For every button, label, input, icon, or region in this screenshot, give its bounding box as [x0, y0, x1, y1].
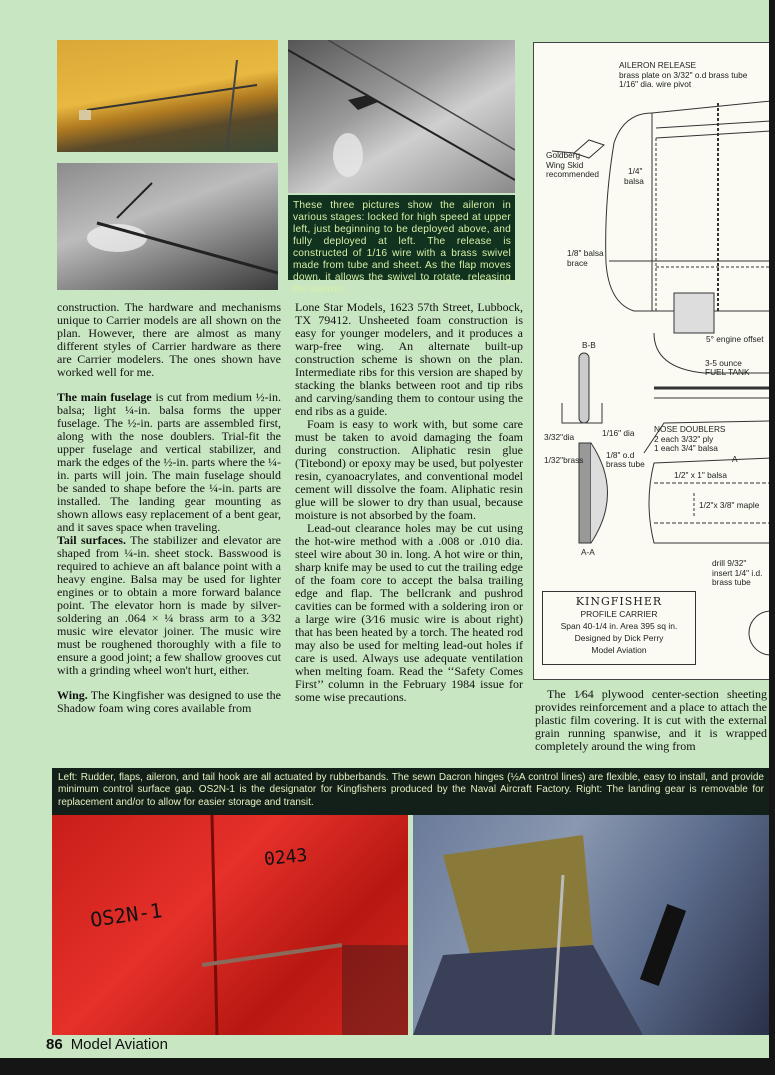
subhead-main-fuselage: The main fuselage: [57, 390, 152, 404]
label-18-od: 1/8" o.d: [606, 450, 635, 460]
label-maple: 1/2"x 3/8" maple: [699, 500, 760, 510]
plan-specs: Span 40-1/4 in. Area 395 sq in.: [560, 621, 678, 631]
label-aileron-release: AILERON RELEASE: [619, 60, 697, 70]
label-drill-3: brass tube: [712, 577, 751, 587]
label-drill-1: drill 9/32": [712, 558, 747, 568]
paragraph: Tail surfaces. The stabilizer and elevator are shaped from ¼-in. sheet stock. Basswood is required to achieve an aft balance point with a heavy engine. Balsa may be used for lighter engines or to obtain a more forward balance point. The elevator horn is made by silver-soldering an .064 × ¼ brass arm to a 3⁄32 music wire elevator joiner. The music wire must be roughened thoroughly with a file to ensure a good joint; a few shallow grooves cut with a grinding wheel won't hurt, either.: [57, 533, 281, 677]
article-column-3: [535, 688, 767, 753]
label-balsa: balsa: [624, 176, 644, 186]
plan-drawing: [533, 42, 770, 680]
paragraph: construction. The hardware and mechanisms unique to Carrier models are all shown on the plan. However, there are almost as many different styles of Carrier hardware as there are Carrier modelers. The ones shown have worked well for me.: [57, 300, 281, 379]
article-column-1: [57, 301, 281, 715]
photo-caption-top: These three pictures show the aileron in various stages: locked for high speed at upper left, just beginning to be deployed above, and fully deployed at left. The release is constructed of 1/16 wire with a brass swivel made from tube and sheet. As the flap moves down, it allows the swivel to rotate, releasing the aileron.: [288, 195, 515, 280]
scan-edge-right: [769, 0, 775, 1075]
label-quarter-inch: 1/4": [628, 166, 643, 176]
label-skid-1: Goldberg: [546, 150, 581, 160]
article-column-2: [295, 301, 523, 704]
plan-designer: Designed by Dick Perry: [574, 633, 664, 643]
photo-caption-bottom: Left: Rudder, flaps, aileron, and tail hook are all actuated by rubberbands. The sewn Dacron hinges (½A control lines) are flexible, easy to install, and provide minimum control surface gap. OS2N-1 is the designator for Kingfishers produced by the Naval Aircraft Factory. Right: The landing gear is removable for replacement and/or to allow for easier storage and transit.: [52, 768, 770, 815]
label-balsa-half-inch: 1/2" x 1" balsa: [674, 470, 727, 480]
label-engine-offset: 5° engine offset: [706, 334, 764, 344]
label-brass-plate: brass plate on 3/32" o.d brass tube: [619, 70, 748, 80]
landing-gear-illustration: [413, 815, 770, 1035]
label-drill-2: insert 1/4" i.d.: [712, 568, 763, 578]
page-footer: [46, 1036, 168, 1053]
photo-aileron-locked: [57, 40, 278, 152]
label-section-a: A: [732, 454, 738, 464]
plan-type: PROFILE CARRIER: [580, 609, 658, 619]
subhead-wing: Wing.: [57, 688, 88, 702]
magazine-name: Model Aviation: [70, 1036, 168, 1053]
label-nose-ply: 2 each 3/32" ply: [654, 434, 714, 444]
photo-aileron-deployed: [57, 163, 278, 290]
photo-rudder-red: [52, 815, 408, 1035]
label-332-dia: 3/32"dia: [544, 432, 575, 442]
number-marking: 0243: [263, 844, 309, 871]
label-nose-balsa: 1 each 3/4" balsa: [654, 443, 718, 453]
label-brass-tube: brass tube: [606, 459, 645, 469]
aileron-beginning-illustration: [288, 40, 515, 193]
label-brace-2: brace: [567, 258, 588, 268]
label-116-dia: 1/16" dia: [602, 428, 635, 438]
label-nose-doublers: NOSE DOUBLERS: [654, 424, 726, 434]
label-section-bb: B-B: [582, 340, 596, 350]
label-skid-2: Wing Skid: [546, 160, 584, 170]
aileron-hardware-illustration: [57, 40, 278, 152]
paragraph: Lone Star Models, 1623 57th Street, Lubbock, TX 79412. Unsheeted foam construction is easy for younger modelers, and it produces a warp-free wing. An alternate built-up construction scheme is shown on the plan. Intermediate ribs for this version are shaped by stacking the blanks between root and tip ribs and carving/sanding them to contour using the end ribs as a guide.: [295, 300, 523, 418]
label-wire-pivot: 1/16" dia. wire pivot: [619, 79, 692, 89]
paragraph: Lead-out clearance holes may be cut using the hot-wire method with a .008 or .010 dia. steel wire about 30 in. long. A hot wire or thin, sharp knife may be used to cut the trailing edge of the foam core to accept the balsa trailing edge and flap. The bellcrank and pushrod cavities can be formed with a soldering iron or a large wire (3⁄16 music wire is about right) that has been heated by a torch. The heated rod may also be used for melting lead-out holes if care is used. Always use adequate ventilation when melting foam. Read the ‘‘Safety Comes First’’ column in the February 1984 issue for some wise precautions.: [295, 521, 523, 704]
paragraph: Foam is easy to work with, but some care must be taken to avoid damaging the foam during construction. Aliphatic resin glue (Titebond) or epoxy may be used, but polyester resin, cyanoacrylates, and conventional model cement will dissolve the foam. Aliphatic resin glue will be slower to dry than usual, because moisture is not absorbed by the foam.: [295, 417, 523, 522]
label-skid-3: recommended: [546, 169, 600, 179]
designator-marking: OS2N-1: [88, 898, 164, 932]
label-fuel-1: 3-5 ounce: [705, 358, 742, 368]
page-number: 86: [46, 1036, 63, 1053]
paragraph: Wing. The Kingfisher was designed to use the Shadow foam wing cores available from: [57, 688, 281, 715]
aileron-deployed-illustration: [57, 163, 278, 290]
plan-title: KINGFISHER: [575, 595, 663, 608]
plan-publisher: Model Aviation: [591, 645, 647, 655]
photo-landing-gear: [413, 815, 770, 1035]
label-fuel-2: FUEL TANK: [705, 367, 750, 377]
label-brace-1: 1/8" balsa: [567, 248, 604, 258]
scan-edge-bottom: [0, 1058, 775, 1075]
subhead-tail-surfaces: Tail surfaces.: [57, 533, 126, 547]
photo-aileron-beginning: [288, 40, 515, 193]
plan-title-block: [542, 591, 696, 665]
label-section-aa: A-A: [581, 547, 595, 557]
paragraph: The 1⁄64 plywood center-section sheeting provides reinforcement and a place to attach the plastic film covering. It is cut with the external grain running spanwise, and it is wrapped completely around the wing from: [535, 687, 767, 753]
label-132-brass: 1/32"brass: [544, 455, 584, 465]
paragraph: The main fuselage is cut from medium ½-in. balsa; light ¼-in. balsa forms the upper fuselage. The ½-in. parts are assembled first, along with the nose doublers. Trial-fit the upper fuselage and vertical stabilizer, and mark the edges of the ½-in. parts where the ¼-in. parts will join. The main fuselage should be sanded to shape before the ¼-in. parts are installed. The landing gear mounting as shown allows easy replacement of a bent gear, and it saves space when traveling.: [57, 390, 281, 534]
